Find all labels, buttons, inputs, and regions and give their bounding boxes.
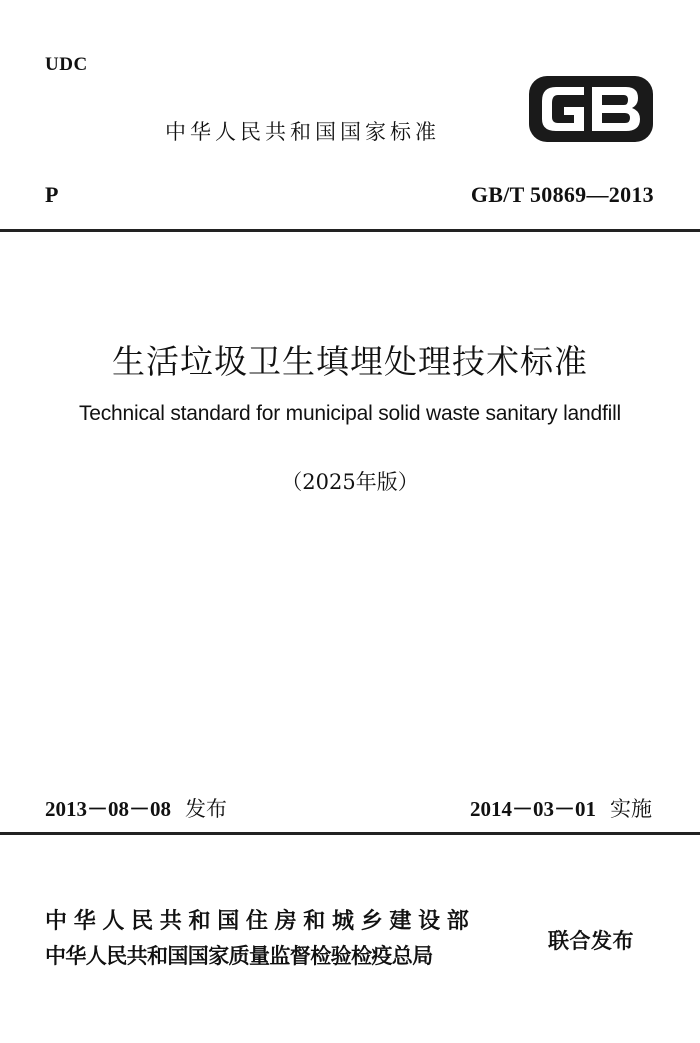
implement-label: 实施 bbox=[610, 797, 652, 821]
national-standard-heading: 中华人民共和国国家标准 bbox=[165, 120, 440, 144]
issuer-ministry: 中华人民共和国住房和城乡建设部 bbox=[45, 909, 476, 934]
top-divider bbox=[0, 229, 700, 232]
issue-date: 2013－08－08 bbox=[45, 797, 171, 821]
title-english: Technical standard for municipal solid waste sanitary landfill bbox=[78, 402, 622, 425]
issue-label: 发布 bbox=[185, 797, 227, 821]
issue-date-line bbox=[45, 793, 227, 823]
standard-number: GB/T 50869—2013 bbox=[470, 182, 654, 207]
implement-date: 2014－03－01 bbox=[470, 797, 596, 821]
category-code: P bbox=[45, 182, 59, 207]
title-chinese: 生活垃圾卫生填埋处理技术标准 bbox=[112, 342, 588, 381]
edition-label: （2025年版） bbox=[281, 470, 419, 494]
bottom-divider bbox=[0, 832, 700, 835]
issuer-aqsiq: 中华人民共和国国家质量监督检验检疫总局 bbox=[45, 944, 433, 968]
gb-logo bbox=[526, 73, 656, 145]
udc-label: UDC bbox=[45, 54, 88, 75]
joint-issue-label: 联合发布 bbox=[548, 929, 634, 953]
implement-date-line bbox=[470, 793, 652, 823]
